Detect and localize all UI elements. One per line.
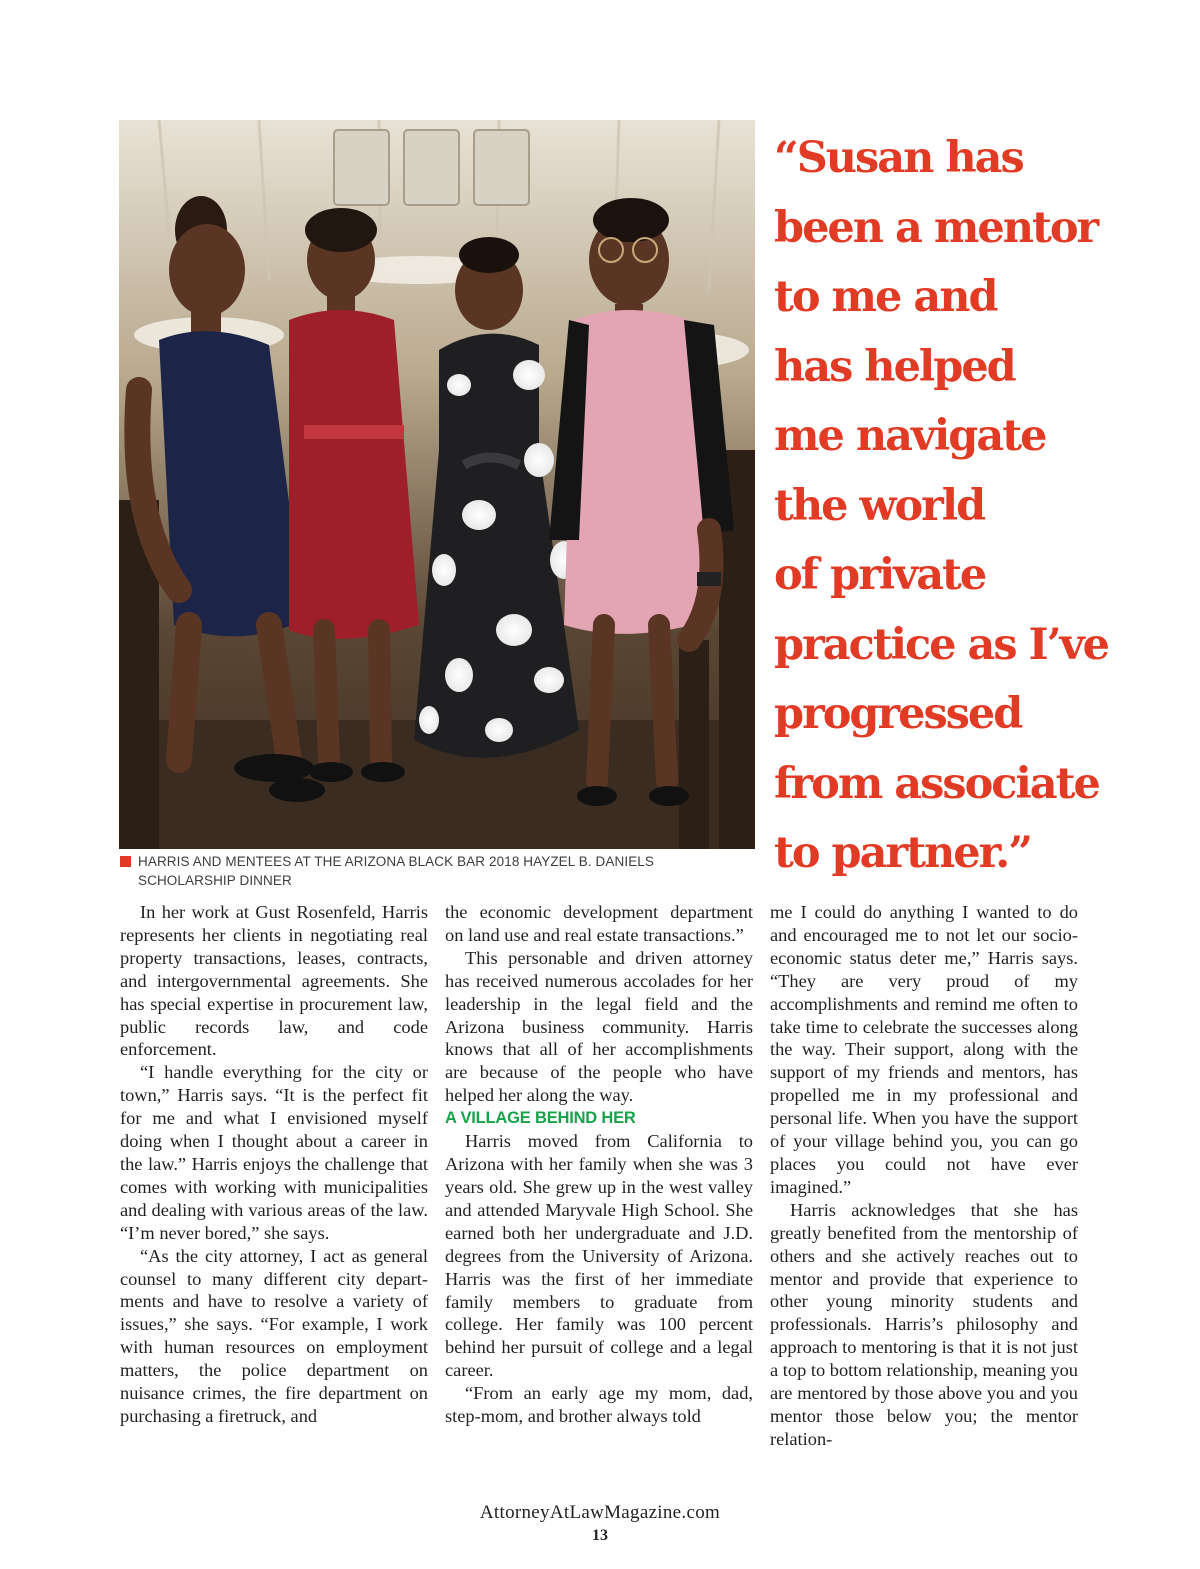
page-number: 13: [592, 1527, 608, 1544]
pull-quote: [774, 124, 1108, 889]
footer-website: AttorneyAtLawMagazine.com: [479, 1502, 721, 1523]
section-subhead: A VILLAGE BEHIND HER: [445, 1109, 636, 1128]
body-paragraph: Harris moved from California to Arizona with her family when she was 3 years old. She grew up in the west valley and attended Maryvale High School. She earned both her undergraduate and J.D. degrees from the University of Arizona. Harris was the first of her immediate family members to graduate from college. Her family was 100 percent behind her pursuit of college and a legal career.: [445, 1131, 753, 1381]
caption-line-1: HARRIS AND MENTEES AT THE ARIZONA BLACK BAR 2018 HAYZEL B. DANIELS: [138, 854, 655, 869]
pull-quote-line: of private: [774, 550, 986, 600]
article-column-3: [770, 901, 1078, 1451]
pull-quote-line: the world: [774, 480, 985, 531]
pull-quote-line: to me and: [774, 272, 997, 322]
body-paragraph: me I could do anything I wanted to do and encouraged me to not let our socio-economic status deter me,” Harris says. “They are very proud of my accomplishments and remind me often to take time to celebrate the successes along the way. Their support, along with the support of my friends and mentors, has propelled me in my professional and personal life. When you have the support of your village behind you, you can go places you could not have ever imagined.”: [770, 902, 1078, 1197]
body-paragraph: “I handle everything for the city or town,” Harris says. “It is the perfect fit for me and what I envisioned myself doing when I thought about a career in the law.” Harris enjoys the challenge that comes with working with municipalities and dealing with various areas of the law. “I’m never bored,” she says.: [120, 1062, 428, 1243]
body-paragraph: “As the city attorney, I act as general counsel to many different city departments and have to resolve a variety of issues,” she says. “For example, I work with human resources on employment matters, the police department on nuisance crimes, the fire department on purchasing a firetruck, and: [120, 1245, 428, 1426]
pull-quote-line: from associate: [774, 758, 1099, 809]
group-photo-icon: [119, 120, 755, 849]
caption-line-2: SCHOLARSHIP DINNER: [138, 873, 292, 888]
body-paragraph: Harris acknowledges that she has greatly benefited from the mentorship of others and she actively reaches out to mentor and provide that experience to other young minority students and professionals. Harris’s philosophy and approach to mentoring is that it is not just a top to bottom relationship, meaning you are mentored by those above you and you mentor those below you; the mentor relation-: [770, 1199, 1078, 1449]
body-paragraph: This personable and driven attorney has received numerous accolades for her leadership in the legal field and the Arizona business community. Harris knows that all of her accomplishments are because of the people who have helped her along the way.: [445, 947, 753, 1106]
caption-marker-icon: [120, 856, 131, 867]
pull-quote-line: me navigate: [774, 411, 1046, 461]
pull-quote-line: has helped: [774, 341, 1015, 392]
pull-quote-line: practice as I’ve: [774, 619, 1108, 670]
body-paragraph: “From an early age my mom, dad, step-mom, and brother always told: [445, 1383, 753, 1427]
article-photo: [119, 120, 755, 849]
pull-quote-line: to partner.”: [774, 828, 1031, 878]
pull-quote-line: been a mentor: [774, 202, 1098, 253]
body-paragraph: the economic development department on land use and real estate transactions.”: [445, 902, 753, 945]
article-column-2: [445, 901, 753, 1428]
photo-caption: [120, 852, 760, 890]
body-paragraph: In her work at Gust Rosenfeld, Harris represents her clients in negotiating real property transactions, leases, contracts, and intergovernmental agreements. She has special expertise in procurement law, public records law, and code enforcement.: [120, 902, 428, 1060]
pull-quote-line: “Susan has: [774, 133, 1023, 183]
pull-quote-line: progressed: [774, 689, 1022, 739]
article-column-1: [120, 901, 428, 1428]
